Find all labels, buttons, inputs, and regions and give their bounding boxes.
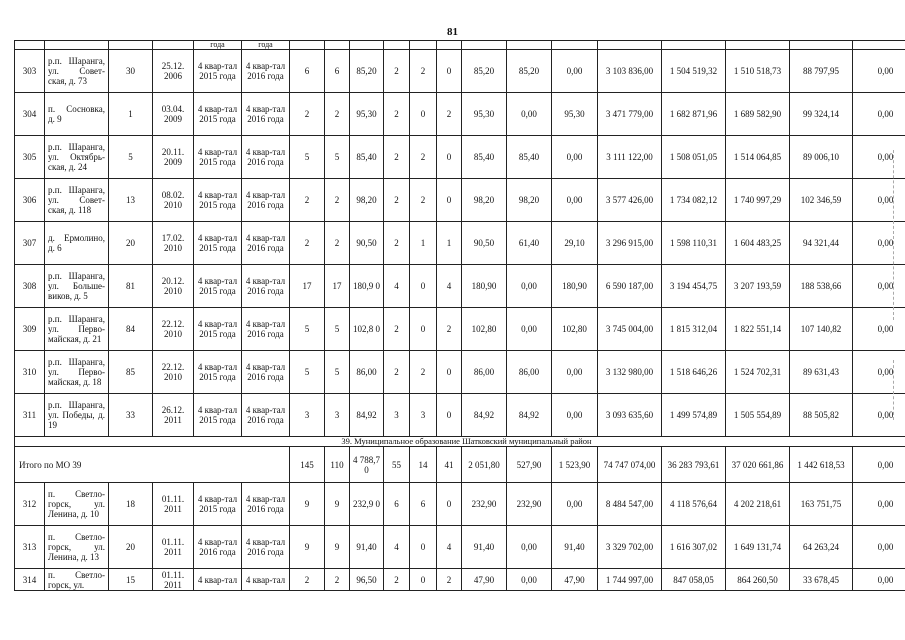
cell-m1: 6 590 187,00 <box>598 265 662 308</box>
cell-m5: 0,00 <box>853 179 905 222</box>
cell-c6: 9 <box>325 483 350 526</box>
cell-n: 310 <box>15 351 45 394</box>
cell-q2: 4 квар-тал 2016 года <box>242 308 290 351</box>
cell-c2: 20 <box>109 222 153 265</box>
cell-m3: 1 689 582,90 <box>726 93 790 136</box>
cell-m5: 0,00 <box>853 569 905 591</box>
table-row <box>15 483 905 526</box>
cell-area: 96,50 <box>350 569 384 591</box>
cell-area: 85,40 <box>350 136 384 179</box>
total-cell-m4: 1 442 618,53 <box>790 447 853 483</box>
cell-addr: р.п. Шаранга, ул. Октябрь-ская, д. 24 <box>45 136 109 179</box>
cell-c8: 4 <box>384 526 410 569</box>
cell-a2: 85,20 <box>507 50 552 93</box>
cell-n: 313 <box>15 526 45 569</box>
total-cell-c6: 110 <box>325 447 350 483</box>
cell-m1: 3 093 635,60 <box>598 394 662 437</box>
cell-m1: 3 132 980,00 <box>598 351 662 394</box>
cell-date: 25.12. 2006 <box>153 50 194 93</box>
cell-c6: 2 <box>325 222 350 265</box>
cell-addr: р.п. Шаранга, ул. Больше-виков, д. 5 <box>45 265 109 308</box>
cell-c2: 20 <box>109 526 153 569</box>
cell-a1: 86,00 <box>462 351 507 394</box>
cell-date: 08.02. 2010 <box>153 179 194 222</box>
cell-c9: 0 <box>410 526 437 569</box>
cell-c9: 2 <box>410 50 437 93</box>
cell-m4: 102 346,59 <box>790 179 853 222</box>
cell-m3: 1 514 064,85 <box>726 136 790 179</box>
cell-date: 01.11. 2011 <box>153 526 194 569</box>
cell-q2: 4 квар-тал 2016 года <box>242 136 290 179</box>
cell-c5: 9 <box>290 526 325 569</box>
margin-mark <box>893 360 904 420</box>
cell-c5: 3 <box>290 394 325 437</box>
cell-c5: 5 <box>290 136 325 179</box>
cell-date: 01.11. 2011 <box>153 569 194 591</box>
cell-q2: 4 квар-тал 2016 года <box>242 265 290 308</box>
cell-m2: 1 815 312,04 <box>662 308 726 351</box>
cell-c6: 5 <box>325 308 350 351</box>
continuation-cell: года <box>194 41 242 50</box>
cell-q2: 4 квар-тал 2016 года <box>242 222 290 265</box>
cell-a3: 47,90 <box>552 569 598 591</box>
cell-c9: 0 <box>410 569 437 591</box>
cell-a1: 95,30 <box>462 93 507 136</box>
cell-m4: 188 538,66 <box>790 265 853 308</box>
cell-m3: 1 505 554,89 <box>726 394 790 437</box>
cell-m2: 847 058,05 <box>662 569 726 591</box>
cell-m4: 107 140,82 <box>790 308 853 351</box>
cell-m2: 1 682 871,96 <box>662 93 726 136</box>
cell-q1: 4 квар-тал 2015 года <box>194 265 242 308</box>
cell-c9: 3 <box>410 394 437 437</box>
cell-m3: 3 207 193,59 <box>726 265 790 308</box>
cell-n: 314 <box>15 569 45 591</box>
cell-m3: 4 202 218,61 <box>726 483 790 526</box>
cell-c10: 1 <box>437 222 462 265</box>
cell-a3: 102,80 <box>552 308 598 351</box>
cell-a3: 0,00 <box>552 50 598 93</box>
cell-c9: 2 <box>410 136 437 179</box>
cell-a2: 85,40 <box>507 136 552 179</box>
cell-m4: 163 751,75 <box>790 483 853 526</box>
cell-addr: п. Светло-горск, ул. Ленина, д. 10 <box>45 483 109 526</box>
cell-c5: 17 <box>290 265 325 308</box>
cell-date: 22.12. 2010 <box>153 308 194 351</box>
total-cell-a2: 527,90 <box>507 447 552 483</box>
cell-a2: 86,00 <box>507 351 552 394</box>
cell-c5: 9 <box>290 483 325 526</box>
cell-date: 01.11. 2011 <box>153 483 194 526</box>
cell-a1: 232,90 <box>462 483 507 526</box>
cell-a1: 47,90 <box>462 569 507 591</box>
cell-c10: 2 <box>437 93 462 136</box>
section-title: 39. Муниципальное образование Шатковский муниципальный район <box>15 437 905 447</box>
cell-addr: п. Светло-горск, ул. <box>45 569 109 591</box>
cell-c10: 0 <box>437 483 462 526</box>
cell-area: 102,8 0 <box>350 308 384 351</box>
cell-q1: 4 квар-тал 2016 года <box>194 526 242 569</box>
cell-q2: 4 квар-тал 2016 года <box>242 93 290 136</box>
cell-a3: 0,00 <box>552 394 598 437</box>
cell-c5: 5 <box>290 351 325 394</box>
cell-q1: 4 квар-тал 2015 года <box>194 308 242 351</box>
cell-m4: 88 505,82 <box>790 394 853 437</box>
cell-c9: 0 <box>410 93 437 136</box>
cell-c2: 30 <box>109 50 153 93</box>
cell-c10: 0 <box>437 136 462 179</box>
cell-c2: 5 <box>109 136 153 179</box>
total-row <box>15 447 905 483</box>
cell-c9: 0 <box>410 265 437 308</box>
cell-c2: 13 <box>109 179 153 222</box>
cell-m2: 3 194 454,75 <box>662 265 726 308</box>
cell-c2: 85 <box>109 351 153 394</box>
cell-m1: 3 296 915,00 <box>598 222 662 265</box>
cell-n: 312 <box>15 483 45 526</box>
cell-c6: 9 <box>325 526 350 569</box>
cell-m2: 1 598 110,31 <box>662 222 726 265</box>
cell-c10: 0 <box>437 351 462 394</box>
cell-q2: 4 квар-тал 2016 года <box>242 394 290 437</box>
cell-a2: 232,90 <box>507 483 552 526</box>
total-cell-m1: 74 747 074,00 <box>598 447 662 483</box>
cell-a3: 95,30 <box>552 93 598 136</box>
cell-q1: 4 квар-тал <box>194 569 242 591</box>
cell-area: 85,20 <box>350 50 384 93</box>
cell-c6: 3 <box>325 394 350 437</box>
cell-m4: 88 797,95 <box>790 50 853 93</box>
total-cell-area: 4 788,7 0 <box>350 447 384 483</box>
cell-c5: 2 <box>290 179 325 222</box>
cell-c2: 18 <box>109 483 153 526</box>
cell-c8: 2 <box>384 136 410 179</box>
total-cell-a1: 2 051,80 <box>462 447 507 483</box>
cell-a1: 90,50 <box>462 222 507 265</box>
cell-q1: 4 квар-тал 2015 года <box>194 394 242 437</box>
cell-a1: 180,90 <box>462 265 507 308</box>
cell-addr: р.п. Шаранга, ул. Победы, д. 19 <box>45 394 109 437</box>
cell-n: 306 <box>15 179 45 222</box>
cell-q1: 4 квар-тал 2015 года <box>194 351 242 394</box>
cell-a2: 84,92 <box>507 394 552 437</box>
cell-c5: 6 <box>290 50 325 93</box>
cell-m4: 99 324,14 <box>790 93 853 136</box>
cell-n: 307 <box>15 222 45 265</box>
table-row <box>15 222 905 265</box>
cell-c6: 2 <box>325 179 350 222</box>
cell-date: 26.12. 2011 <box>153 394 194 437</box>
cell-m2: 1 499 574,89 <box>662 394 726 437</box>
cell-c5: 2 <box>290 93 325 136</box>
cell-date: 22.12. 2010 <box>153 351 194 394</box>
cell-c5: 5 <box>290 308 325 351</box>
cell-q2: 4 квар-тал 2016 года <box>242 50 290 93</box>
table-row <box>15 179 905 222</box>
cell-c6: 2 <box>325 93 350 136</box>
cell-date: 17.02. 2010 <box>153 222 194 265</box>
cell-m5: 0,00 <box>853 308 905 351</box>
cell-area: 180,9 0 <box>350 265 384 308</box>
total-cell-m2: 36 283 793,61 <box>662 447 726 483</box>
cell-area: 90,50 <box>350 222 384 265</box>
cell-c8: 4 <box>384 265 410 308</box>
total-cell-a3: 1 523,90 <box>552 447 598 483</box>
cell-a3: 0,00 <box>552 351 598 394</box>
cell-a3: 0,00 <box>552 136 598 179</box>
cell-c2: 1 <box>109 93 153 136</box>
table-row <box>15 93 905 136</box>
cell-q1: 4 квар-тал 2015 года <box>194 179 242 222</box>
cell-a1: 98,20 <box>462 179 507 222</box>
cell-q2: 4 квар-тал 2016 года <box>242 351 290 394</box>
cell-c10: 0 <box>437 50 462 93</box>
cell-addr: р.п. Шаранга, ул. Перво-майская, д. 18 <box>45 351 109 394</box>
cell-m1: 3 111 122,00 <box>598 136 662 179</box>
cell-n: 305 <box>15 136 45 179</box>
table-row <box>15 50 905 93</box>
cell-m3: 1 510 518,73 <box>726 50 790 93</box>
cell-c10: 2 <box>437 308 462 351</box>
cell-c10: 4 <box>437 265 462 308</box>
cell-m1: 3 103 836,00 <box>598 50 662 93</box>
cell-n: 304 <box>15 93 45 136</box>
cell-m5: 0,00 <box>853 483 905 526</box>
cell-m1: 1 744 997,00 <box>598 569 662 591</box>
cell-c6: 2 <box>325 569 350 591</box>
cell-c9: 0 <box>410 308 437 351</box>
total-cell-m5: 0,00 <box>853 447 905 483</box>
continuation-cell: года <box>242 41 290 50</box>
cell-q2: 4 квар-тал 2016 года <box>242 179 290 222</box>
cell-addr: р.п. Шаранга, ул. Совет-ская, д. 118 <box>45 179 109 222</box>
table-row <box>15 526 905 569</box>
cell-q1: 4 квар-тал 2015 года <box>194 222 242 265</box>
cell-n: 303 <box>15 50 45 93</box>
cell-c8: 6 <box>384 483 410 526</box>
cell-m1: 8 484 547,00 <box>598 483 662 526</box>
cell-c6: 5 <box>325 351 350 394</box>
cell-m1: 3 745 004,00 <box>598 308 662 351</box>
total-cell-c9: 14 <box>410 447 437 483</box>
cell-m3: 1 822 551,14 <box>726 308 790 351</box>
cell-q1: 4 квар-тал 2015 года <box>194 93 242 136</box>
cell-c2: 81 <box>109 265 153 308</box>
cell-c6: 5 <box>325 136 350 179</box>
cell-c6: 17 <box>325 265 350 308</box>
cell-c2: 15 <box>109 569 153 591</box>
cell-a3: 91,40 <box>552 526 598 569</box>
cell-a1: 102,80 <box>462 308 507 351</box>
cell-addr: п. Светло-горск, ул. Ленина, д. 13 <box>45 526 109 569</box>
cell-m2: 1 504 519,32 <box>662 50 726 93</box>
cell-c9: 6 <box>410 483 437 526</box>
cell-m4: 64 263,24 <box>790 526 853 569</box>
cell-a2: 0,00 <box>507 93 552 136</box>
cell-area: 86,00 <box>350 351 384 394</box>
cell-m3: 1 740 997,29 <box>726 179 790 222</box>
cell-n: 311 <box>15 394 45 437</box>
cell-m3: 864 260,50 <box>726 569 790 591</box>
cell-c6: 6 <box>325 50 350 93</box>
cell-a3: 0,00 <box>552 483 598 526</box>
cell-m5: 0,00 <box>853 136 905 179</box>
cell-area: 95,30 <box>350 93 384 136</box>
cell-m2: 1 518 646,26 <box>662 351 726 394</box>
cell-c9: 1 <box>410 222 437 265</box>
cell-m1: 3 329 702,00 <box>598 526 662 569</box>
cell-m5: 0,00 <box>853 50 905 93</box>
cell-date: 20.12. 2010 <box>153 265 194 308</box>
table-row <box>15 308 905 351</box>
cell-a2: 0,00 <box>507 308 552 351</box>
cell-m5: 0,00 <box>853 265 905 308</box>
cell-n: 309 <box>15 308 45 351</box>
cell-area: 98,20 <box>350 179 384 222</box>
cell-addr: п. Сосновка, д. 9 <box>45 93 109 136</box>
cell-addr: д. Ермолино, д. 6 <box>45 222 109 265</box>
cell-q1: 4 квар-тал 2015 года <box>194 483 242 526</box>
cell-q2: 4 квар-тал 2016 года <box>242 483 290 526</box>
cell-m5: 0,00 <box>853 526 905 569</box>
table-row <box>15 265 905 308</box>
cell-c10: 4 <box>437 526 462 569</box>
total-cell-c5: 145 <box>290 447 325 483</box>
cell-q1: 4 квар-тал 2015 года <box>194 136 242 179</box>
cell-a2: 61,40 <box>507 222 552 265</box>
cell-a1: 85,40 <box>462 136 507 179</box>
cell-m3: 1 604 483,25 <box>726 222 790 265</box>
cell-m2: 4 118 576,64 <box>662 483 726 526</box>
page-number: 81 <box>447 26 458 38</box>
cell-m2: 1 734 082,12 <box>662 179 726 222</box>
cell-addr: р.п. Шаранга, ул. Совет-ская, д. 73 <box>45 50 109 93</box>
cell-a3: 0,00 <box>552 179 598 222</box>
cell-m4: 33 678,45 <box>790 569 853 591</box>
cell-m4: 89 631,43 <box>790 351 853 394</box>
table-body <box>15 41 905 591</box>
cell-addr: р.п. Шаранга, ул. Перво-майская, д. 21 <box>45 308 109 351</box>
cell-m1: 3 577 426,00 <box>598 179 662 222</box>
cell-a1: 91,40 <box>462 526 507 569</box>
cell-m4: 89 006,10 <box>790 136 853 179</box>
cell-c9: 2 <box>410 351 437 394</box>
cell-q2: 4 квар-тал 2016 года <box>242 526 290 569</box>
cell-m4: 94 321,44 <box>790 222 853 265</box>
cell-area: 84,92 <box>350 394 384 437</box>
cell-n: 308 <box>15 265 45 308</box>
section-row <box>15 437 905 447</box>
cell-c8: 3 <box>384 394 410 437</box>
cell-a2: 0,00 <box>507 265 552 308</box>
cell-c5: 2 <box>290 569 325 591</box>
cell-c10: 2 <box>437 569 462 591</box>
total-cell-c8: 55 <box>384 447 410 483</box>
cell-date: 03.04. 2009 <box>153 93 194 136</box>
cell-a1: 85,20 <box>462 50 507 93</box>
cell-c8: 2 <box>384 222 410 265</box>
cell-c10: 0 <box>437 394 462 437</box>
total-cell-m3: 37 020 661,86 <box>726 447 790 483</box>
cell-c2: 84 <box>109 308 153 351</box>
cell-c8: 2 <box>384 308 410 351</box>
table-row <box>15 394 905 437</box>
cell-a1: 84,92 <box>462 394 507 437</box>
cell-m3: 1 524 702,31 <box>726 351 790 394</box>
cell-m5: 0,00 <box>853 351 905 394</box>
cell-area: 232,9 0 <box>350 483 384 526</box>
table-row <box>15 569 905 591</box>
cell-q2: 4 квар-тал <box>242 569 290 591</box>
margin-mark <box>893 150 904 320</box>
cell-c8: 2 <box>384 179 410 222</box>
cell-a2: 0,00 <box>507 526 552 569</box>
cell-m1: 3 471 779,00 <box>598 93 662 136</box>
cell-m2: 1 508 051,05 <box>662 136 726 179</box>
cell-c8: 2 <box>384 93 410 136</box>
cell-a3: 29,10 <box>552 222 598 265</box>
table-row <box>15 351 905 394</box>
cell-c10: 0 <box>437 179 462 222</box>
cell-m2: 1 616 307,02 <box>662 526 726 569</box>
cell-c5: 2 <box>290 222 325 265</box>
cell-c8: 2 <box>384 569 410 591</box>
table-row <box>15 136 905 179</box>
cell-c2: 33 <box>109 394 153 437</box>
cell-c9: 2 <box>410 179 437 222</box>
cell-date: 20.11. 2009 <box>153 136 194 179</box>
housing-program-table <box>14 40 905 591</box>
cell-q1: 4 квар-тал 2015 года <box>194 50 242 93</box>
cell-c8: 2 <box>384 351 410 394</box>
cell-a3: 180,90 <box>552 265 598 308</box>
total-cell-c10: 41 <box>437 447 462 483</box>
cell-m3: 1 649 131,74 <box>726 526 790 569</box>
cell-m5: 0,00 <box>853 93 905 136</box>
cell-m5: 0,00 <box>853 222 905 265</box>
cell-m5: 0,00 <box>853 394 905 437</box>
cell-area: 91,40 <box>350 526 384 569</box>
cell-c8: 2 <box>384 50 410 93</box>
cell-a2: 98,20 <box>507 179 552 222</box>
cell-a2: 0,00 <box>507 569 552 591</box>
total-label: Итого по МО 39 <box>15 447 290 483</box>
continuation-row <box>15 41 905 50</box>
